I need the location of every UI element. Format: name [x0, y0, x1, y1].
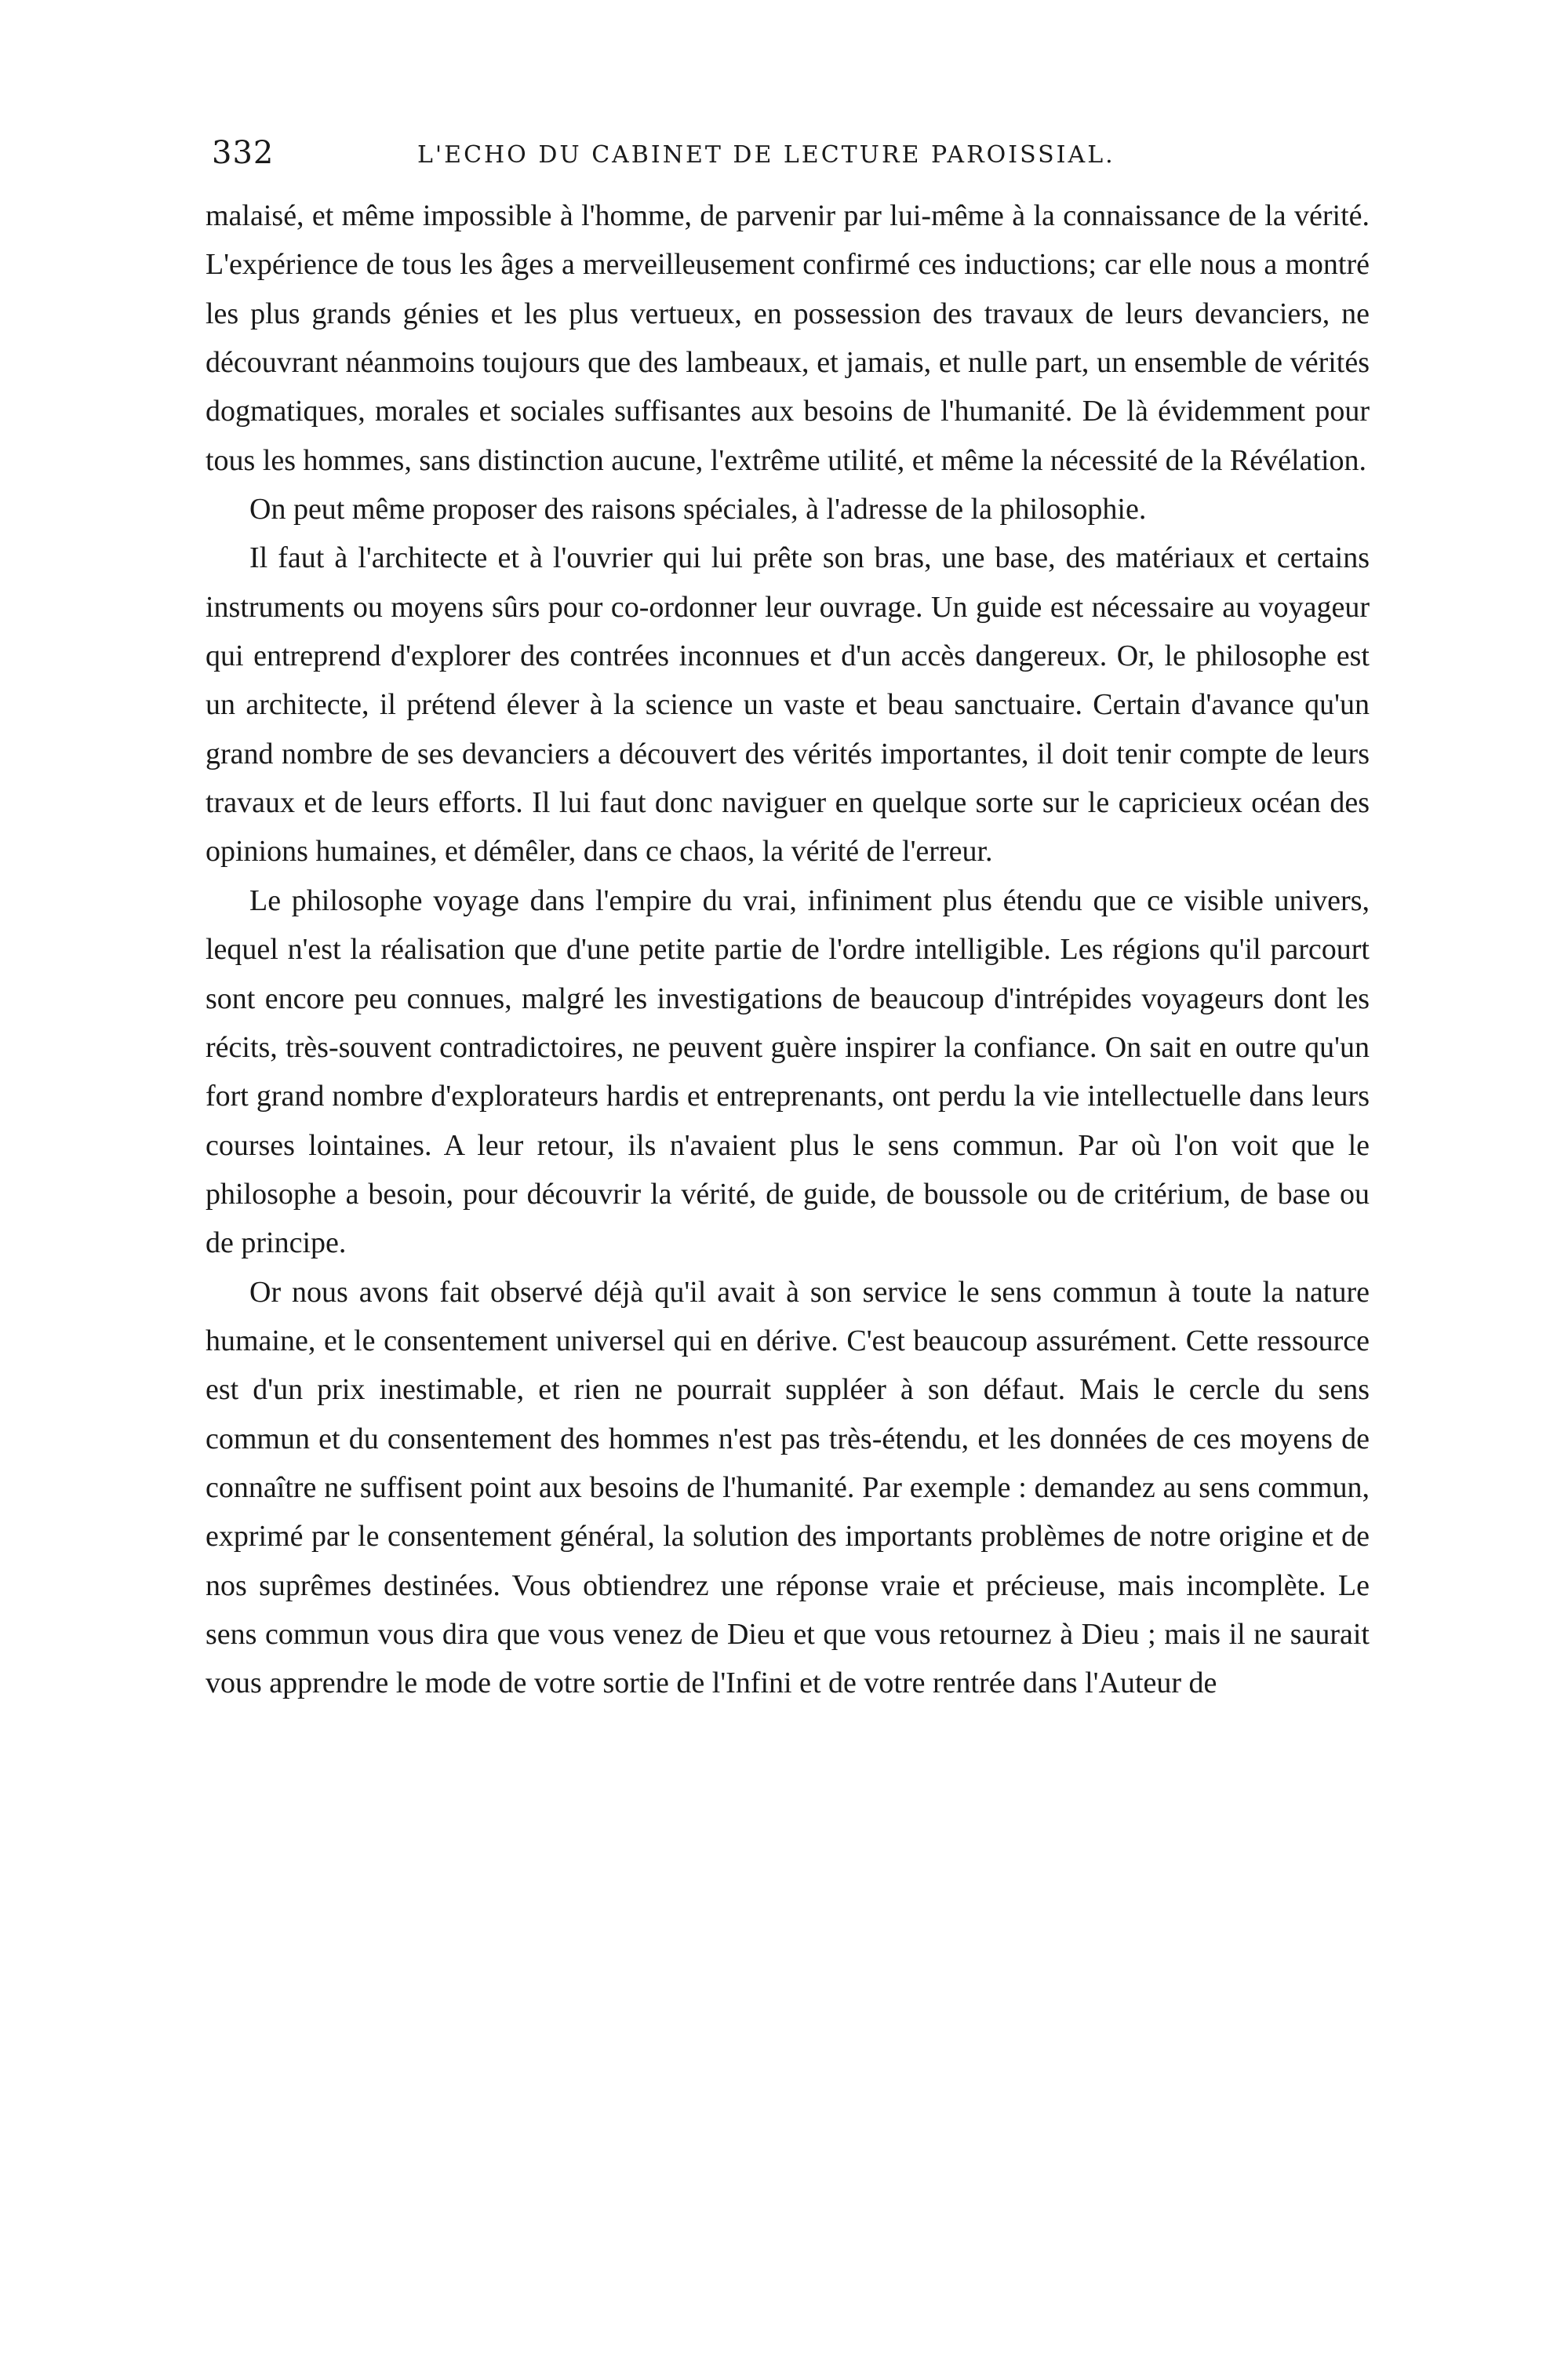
paragraph: Le philosophe voyage dans l'empire du vrai, infiniment plus étendu que ce visible univers, lequel n'est la réalisation que d'une petite partie de l'ordre intelligible. Les régions qu'il parcourt sont encore peu connues, malgré les investigations de beaucoup d'intrépides voyageurs dont les récits, très-souvent contradictoires, ne peuvent guère inspirer la confiance. On sait en outre qu'un fort grand nombre d'explorateurs hardis et entreprenants, ont perdu la vie intellectuelle dans leurs courses lointaines. A leur retour, ils n'avaient plus le sens commun. Par où l'on voit que le philosophe a besoin, pour découvrir la vérité, de guide, de boussole ou de critérium, de base ou de principe. [206, 883, 1370, 1260]
running-head [206, 135, 1370, 182]
paragraph: malaisé, et même impossible à l'homme, de parvenir par lui-même à la connaissance de la vérité. L'expérience de tous les âges a merveilleusement confirmé ces inductions; car elle nous a montré les plus grands génies et les plus vertueux, en possession des travaux de leurs devanciers, ne découvrant néanmoins toujours que des lambeaux, et jamais, et nulle part, un ensemble de vérités dogmatiques, morales et sociales suffisantes aux besoins de l'humanité. De là évidemment pour tous les hommes, sans distinction aucune, l'extrême utilité, et même la nécessité de la Révélation. [206, 199, 1370, 477]
body-text [206, 191, 1370, 1708]
paragraph: On peut même proposer des raisons spéciales, à l'adresse de la philosophie. [249, 493, 1147, 526]
paragraph: Il faut à l'architecte et à l'ouvrier qui lui prête son bras, une base, des matériaux et certains instruments ou moyens sûrs pour co-ordonner leur ouvrage. Un guide est nécessaire au voyageur qui entreprend d'explorer des contrées inconnues et d'un accès dangereux. Or, le philosophe est un architecte, il prétend élever à la science un vaste et beau sanctuaire. Certain d'avance qu'un grand nombre de ses devanciers a découvert des vérités importantes, il doit tenir compte de leurs travaux et de leurs efforts. Il lui faut donc naviguer en quelque sorte sur le capricieux océan des opinions humaines, et démêler, dans ce chaos, la vérité de l'erreur. [206, 541, 1370, 869]
running-title: L'ECHO DU CABINET DE LECTURE PAROISSIAL. [417, 141, 1115, 169]
paragraph: Or nous avons fait observé déjà qu'il avait à son service le sens commun à toute la nature humaine, et le consentement universel qui en dérive. C'est beaucoup assurément. Cette ressource est d'un prix inestimable, et rien ne pourrait suppléer à son défaut. Mais le cercle du sens commun et du consentement des hommes n'est pas très-étendu, et les données de ces moyens de connaître ne suffisent point aux besoins de l'humanité. Par exemple : demandez au sens commun, exprimé par le consentement général, la solution des importants problèmes de notre origine et de nos suprêmes destinées. Vous obtiendrez une réponse vraie et précieuse, mais incomplète. Le sens commun vous dira que vous venez de Dieu et que vous retournez à Dieu ; mais il ne saurait vous apprendre le mode de votre sortie de l'Infini et de votre rentrée dans l'Auteur de [206, 1275, 1370, 1700]
page-number: 332 [212, 135, 275, 171]
